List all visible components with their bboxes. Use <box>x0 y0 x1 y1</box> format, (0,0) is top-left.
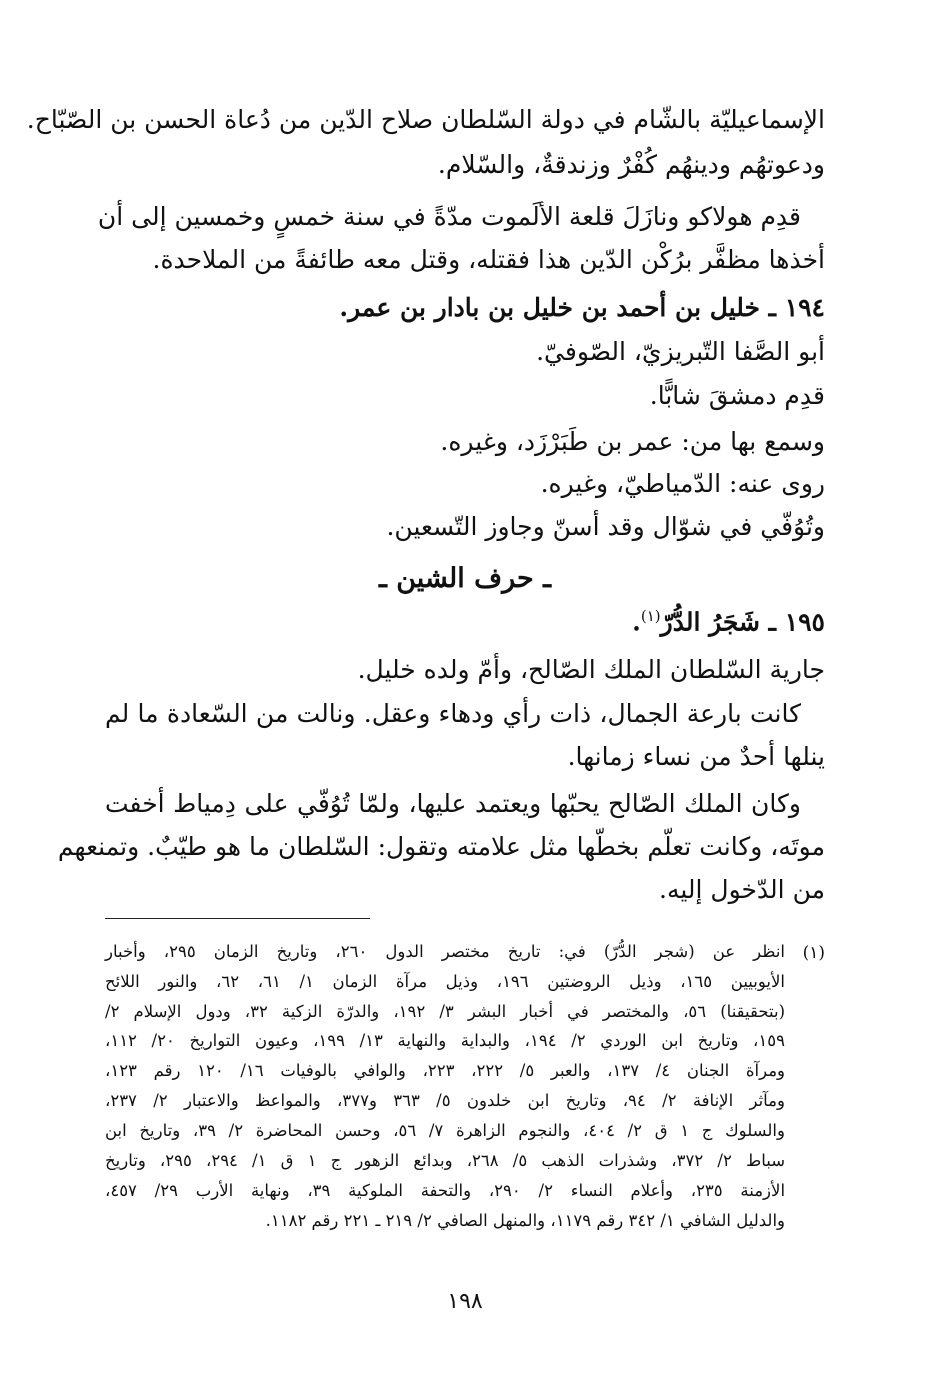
entry-195-title: ١٩٥ ـ شَجَرُ الدُّرّ <box>660 607 825 637</box>
footnote-line: ومرآة الجنان ٤/ ١٣٧، والعبر ٥/ ٢٢٢، ٢٢٣، والوافي بالوفيات ١٦/ ١٢٠ رقم ١٢٣، <box>105 1061 786 1080</box>
entry-194-heading: ١٩٤ ـ خليل بن أحمد بن خليل بن بادار بن عمر. <box>339 293 825 322</box>
footnote-line: (بتحقيقنا) ٥٦، والمختصر في أخبار البشر ٣/ ١٩٢، والدرّة الزكية ٣٢، ودول الإسلام ٢/ <box>105 1002 786 1021</box>
footnote-line: ومآثر الإنافة ٢/ ٩٤، وتاريخ ابن خلدون ٥/ ٣٦٣ و٣٧٧، والمواعظ والاعتبار ٢/ ٢٣٧، <box>105 1091 785 1110</box>
body-line: قدِم هولاكو ونازَلَ قلعة الألَموت مدّةً في سنة خمسٍ وخمسين إلى أن <box>97 202 801 231</box>
entry-195-line: كانت بارعة الجمال، ذات رأي ودهاء وعقل. ونالت من السّعادة ما لم <box>105 699 801 728</box>
footnote-line: والدليل الشافي ١/ ٣٤٢ رقم ١١٧٩، والمنهل الصافي ٢/ ٢١٩ ـ ٢٢١ رقم ١١٨٢. <box>265 1211 785 1230</box>
entry-194-line: وسمع بها من: عمر بن طَبَرْزَد، وغيره. <box>440 427 825 456</box>
entry-194-line: وتُوُفّي في شوّال وقد أسنّ وجاوز التّسعين. <box>386 512 825 541</box>
entry-195-line: ينلها أحدٌ من نساء زمانها. <box>567 742 825 771</box>
footnote-line: الأيوبيين ١٦٥، وذيل الروضتين ١٩٦، وذيل مرآة الزمان ١/ ٦١، ٦٢، والنور اللائح <box>105 972 785 991</box>
footnote-line: ١٥٩، وتاريخ ابن الوردي ٢/ ١٩٤، والبداية والنهاية ١٣/ ١٩٩، وعيون التواريخ ٢٠/ ١١٢، <box>105 1031 785 1050</box>
body-line: ودعوتهُم ودينهُم كُفْرٌ وزندقةٌ، والسّلام. <box>437 150 825 179</box>
footnote-separator <box>105 918 370 919</box>
footnote-line: والسلوك ج ١ ق ٢/ ٤٠٤، والنجوم الزاهرة ٧/ ٥٦، وحسن المحاضرة ٢/ ٣٩، وتاريخ ابن <box>105 1121 785 1140</box>
body-line: أخذها مظفَّر برُكْن الدّين هذا فقتله، وقتل معه طائفةً من الملاحدة. <box>152 245 825 274</box>
footnote-line: الأزمنة ٢٣٥، وأعلام النساء ٢/ ٢٩٠، والتحفة الملوكية ٣٩، ونهاية الأرب ٢٩/ ٤٥٧، <box>105 1181 786 1200</box>
entry-194-line: أبو الصَّفا التّبريزيّ، الصّوفيّ. <box>536 337 825 366</box>
footnote-reference: (١) <box>640 607 661 625</box>
entry-195-line: من الدّخول إليه. <box>659 875 825 904</box>
body-line: الإسماعيليّة بالشّام في دولة السّلطان صلاح الدّين من دُعاة الحسن بن الصّبّاح. <box>26 105 825 134</box>
entry-195-line: جارية السّلطان الملك الصّالح، وأمّ ولده خليل. <box>357 655 825 684</box>
entry-195-line: موتَه، وكانت تعلّم بخطّها مثل علامته وتقول: السّلطان ما هو طيّبٌ. وتمنعهم <box>57 832 825 861</box>
entry-195-heading <box>632 607 825 637</box>
entry-195-line: وكان الملك الصّالح يحبّها ويعتمد عليها، ولمّا تُوُفّي على دِمياط أخفت <box>105 789 801 818</box>
entry-194-line: قدِم دمشقَ شابًّا. <box>649 381 825 410</box>
entry-195-heading-end: . <box>632 607 641 637</box>
footnote-line: انظر عن (شجر الدُّرّ) في: تاريخ مختصر الدول ٢٦٠، وتاريخ الزمان ٢٩٥، وأخبار <box>105 942 785 961</box>
entry-194-line: روى عنه: الدّمياطيّ، وغيره. <box>540 469 825 498</box>
footnote-line: سباط ٢/ ٣٧٢، وشذرات الذهب ٥/ ٢٦٨، وبدائع الزهور ج ١ ق ١/ ٢٩٤، ٢٩٥، وتاريخ <box>105 1151 786 1170</box>
page-number: ١٩٨ <box>447 1289 483 1314</box>
section-heading: ـ حرف الشين ـ <box>378 563 552 594</box>
footnote-marker: (١) <box>802 943 825 963</box>
